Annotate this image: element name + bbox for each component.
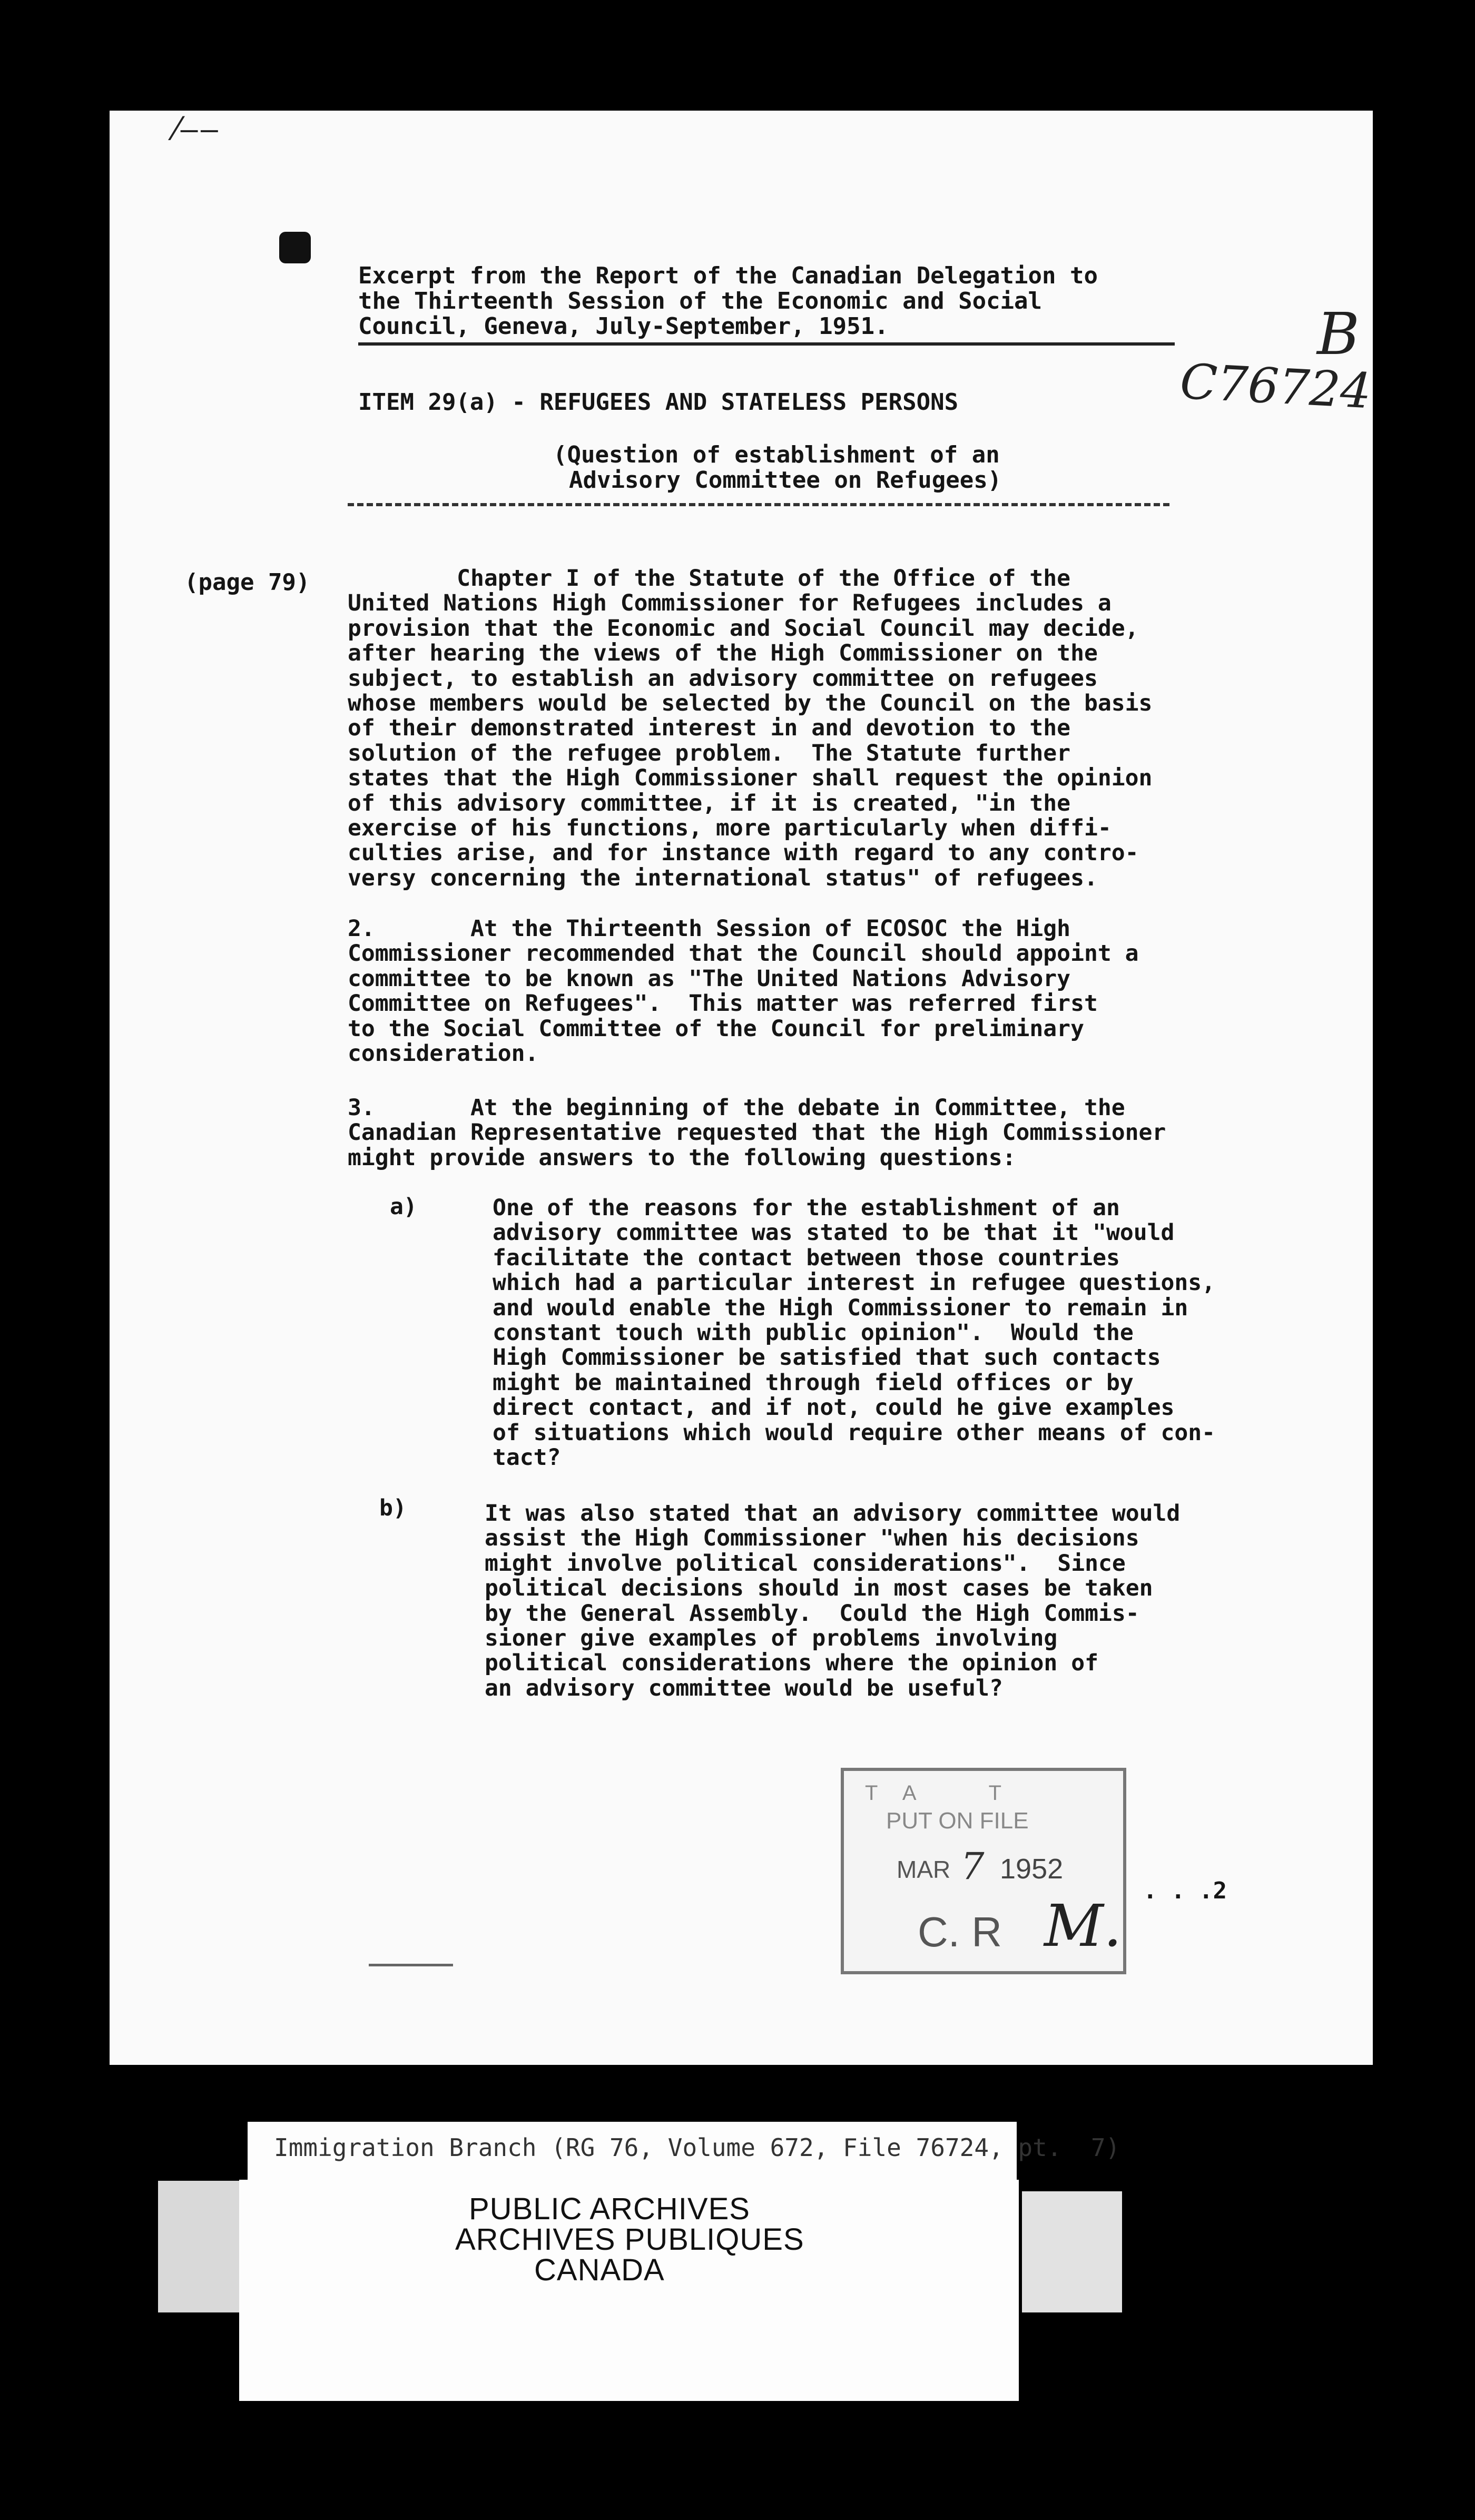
paragraph-1-line: solution of the refugee problem. The Statute further xyxy=(348,740,1071,766)
item-subtitle-2: Advisory Committee on Refugees) xyxy=(569,467,1002,494)
public-archives-box xyxy=(239,2180,1019,2401)
paragraph-1-line: provision that the Economic and Social Council may decide, xyxy=(348,615,1139,642)
paragraph-2 xyxy=(348,917,1139,1066)
archives-line-3: CANADA xyxy=(534,2253,665,2287)
question-b-label: b) xyxy=(379,1495,407,1521)
question-a-line: advisory committee was stated to be that it "would xyxy=(493,1219,1175,1246)
paragraph-1-line: Chapter I of the Statute of the Office of the xyxy=(348,565,1071,592)
paragraph-1 xyxy=(348,566,1152,891)
question-b-line: It was also stated that an advisory committee would xyxy=(485,1500,1181,1527)
paragraph-1-line: whose members would be selected by the Council on the basis xyxy=(348,690,1153,717)
paragraph-3-line: Canadian Representative requested that the High Commissioner xyxy=(348,1119,1166,1146)
question-a-line: of situations which would require other means of con- xyxy=(493,1419,1216,1446)
received-stamp xyxy=(841,1768,1126,1974)
stamp-date-year: 1952 xyxy=(1000,1853,1064,1885)
paragraph-2-line: to the Social Committee of the Council for preliminary xyxy=(348,1015,1084,1042)
paragraph-2-line: Commissioner recommended that the Council should appoint a xyxy=(348,940,1139,967)
paragraph-1-line: culties arise, and for instance with regard to any contro- xyxy=(348,840,1139,867)
question-a-line: might be maintained through field offices or by xyxy=(493,1369,1134,1396)
paragraph-2-line: committee to be known as "The United Nations Advisory xyxy=(348,965,1071,992)
question-a-line: facilitate the contact between those countries xyxy=(493,1244,1120,1271)
paragraph-2-line: 2. At the Thirteenth Session of ECOSOC the High xyxy=(348,916,1071,942)
stamp-initials: C. R xyxy=(918,1908,1002,1955)
stamp-put-on-file: PUT ON FILE xyxy=(886,1808,1029,1834)
question-b-line: an advisory committee would be useful? xyxy=(485,1675,1003,1701)
question-a-line: direct contact, and if not, could he give examples xyxy=(493,1394,1175,1421)
question-a-line: One of the reasons for the establishment of an xyxy=(493,1195,1120,1221)
question-b-line: assist the High Commissioner "when his decisions xyxy=(485,1525,1139,1552)
stamp-date-day: 7 xyxy=(961,1845,985,1888)
header-line-2: the Thirteenth Session of the Economic and Social xyxy=(358,288,1043,314)
question-b-line: political considerations where the opinion of xyxy=(485,1650,1098,1677)
header-line-1: Excerpt from the Report of the Canadian Delegation to xyxy=(358,262,1098,289)
paragraph-3 xyxy=(348,1096,1166,1170)
question-b-line: by the General Assembly. Could the High Commis- xyxy=(485,1600,1139,1627)
paragraph-1-line: subject, to establish an advisory committee on refugees xyxy=(348,665,1098,692)
paragraph-2-line: Committee on Refugees". This matter was referred first xyxy=(348,990,1098,1017)
stamp-signature: M. xyxy=(1044,1892,1122,1960)
question-b-line: political decisions should in most cases be taken xyxy=(485,1575,1153,1602)
handwritten-file-number: C76724 xyxy=(1178,353,1373,420)
question-b xyxy=(485,1501,1180,1701)
question-a-line: High Commissioner be satisfied that such contacts xyxy=(493,1344,1161,1371)
item-subtitle-1: (Question of establishment of an xyxy=(553,441,1000,468)
page-continuation: . . .2 xyxy=(1143,1877,1227,1904)
archive-label-text: Immigration Branch (RG 76, Volume 672, File 76724, pt. 7) xyxy=(274,2133,1120,2162)
item-dashed-rule xyxy=(348,503,1169,506)
question-a-line: tact? xyxy=(493,1444,561,1471)
question-a-line: which had a particular interest in refugee questions, xyxy=(493,1269,1216,1296)
paragraph-1-line: versy concerning the international status" of refugees. xyxy=(348,864,1098,891)
paragraph-1-line: after hearing the views of the High Commissioner on the xyxy=(348,640,1098,667)
question-a xyxy=(493,1196,1215,1470)
paragraph-1-line: of their demonstrated interest in and devotion to the xyxy=(348,715,1071,742)
archives-line-2: ARCHIVES PUBLIQUES xyxy=(455,2222,804,2257)
bottom-margin-mark xyxy=(369,1964,453,1966)
header-underline xyxy=(358,342,1175,346)
archive-label-strip xyxy=(248,2122,1120,2180)
paragraph-1-line: exercise of his functions, more particularly when diffi- xyxy=(348,815,1112,842)
question-a-label: a) xyxy=(390,1194,417,1220)
question-b-line: might involve political considerations". Since xyxy=(485,1550,1126,1577)
paragraph-3-line: 3. At the beginning of the debate in Committee, the xyxy=(348,1095,1125,1121)
handwritten-letter: B xyxy=(1317,300,1360,368)
stamp-date-month: MAR xyxy=(897,1856,951,1883)
corner-scrawl: ⁄‒‒ xyxy=(174,111,220,147)
archives-line-1: PUBLIC ARCHIVES xyxy=(469,2192,750,2226)
page-reference: (page 79) xyxy=(184,569,310,596)
question-a-line: and would enable the High Commissioner to remain in xyxy=(493,1294,1188,1321)
paragraph-3-line: might provide answers to the following questions: xyxy=(348,1144,1016,1171)
film-glare-left xyxy=(158,2181,253,2312)
paragraph-2-line: consideration. xyxy=(348,1040,539,1067)
header-line-3: Council, Geneva, July-September, 1951. xyxy=(358,313,889,340)
punch-mark xyxy=(279,232,311,263)
film-glare-right xyxy=(1022,2191,1122,2312)
question-a-line: constant touch with public opinion". Would the xyxy=(493,1320,1134,1346)
stamp-top-line: T A T xyxy=(865,1781,1004,1805)
paragraph-1-line: United Nations High Commissioner for Refugees includes a xyxy=(348,590,1112,617)
item-title: ITEM 29(a) - REFUGEES AND STATELESS PERSONS xyxy=(358,389,959,416)
paragraph-1-line: of this advisory committee, if it is created, "in the xyxy=(348,790,1071,816)
paragraph-1-line: states that the High Commissioner shall request the opinion xyxy=(348,765,1153,792)
question-b-line: sioner give examples of problems involving xyxy=(485,1625,1058,1652)
